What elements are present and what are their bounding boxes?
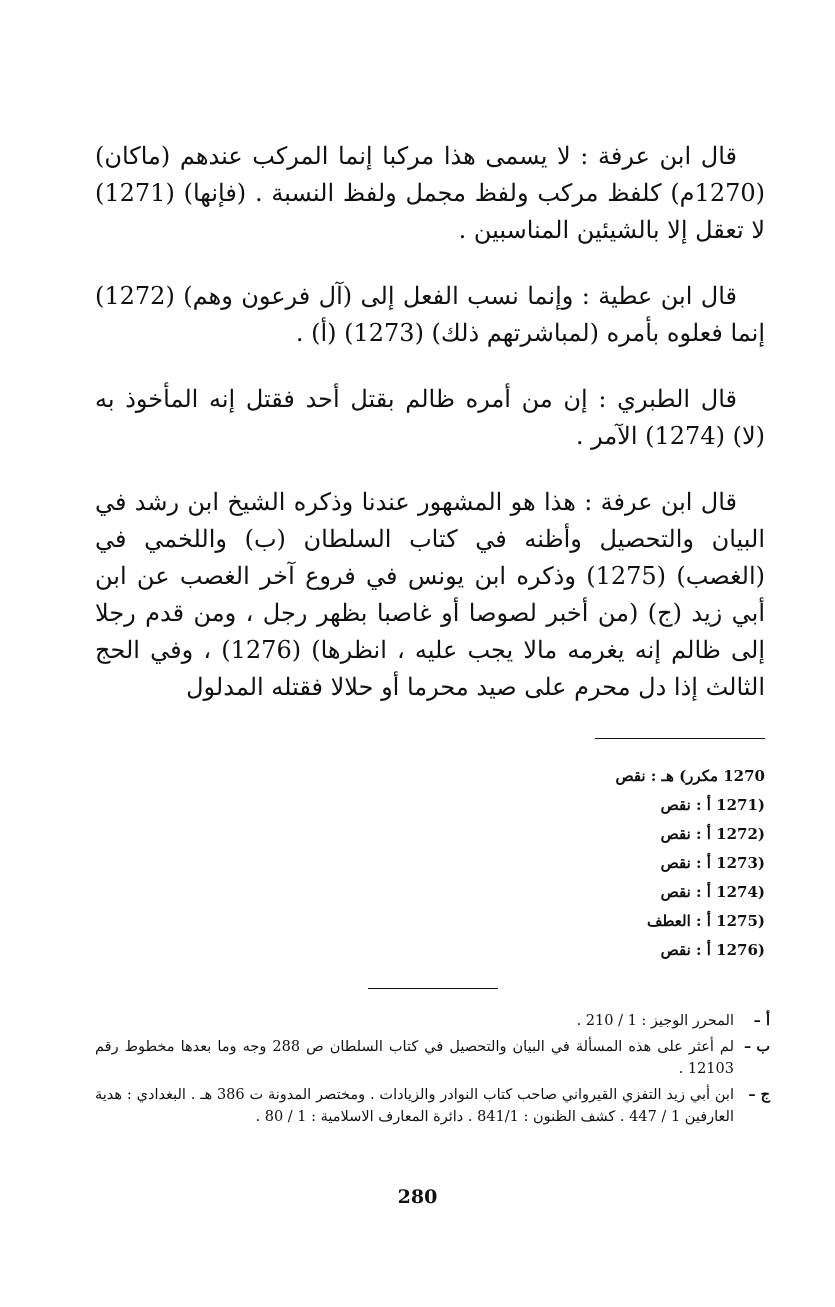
footnote-label: ب – (744, 1038, 770, 1055)
footnote-text: ابن أبي زيد التفزي القيرواني صاحب كتاب النوادر والزيادات . ومختصر المدونة ت 386 هـ . البغدادي : هدية العارفين 1 / 447 . كشف الظنون : 841/1 . دائرة المعارف الاسلامية : 1 / 80 . (95, 1087, 734, 1125)
variant-line: (1275 أ : العطف (646, 912, 765, 930)
footnotes (95, 1010, 770, 1132)
footnote-text: المحرر الوجيز : 1 / 210 . (576, 1013, 734, 1029)
page-number: 280 (397, 1186, 438, 1208)
footnote (95, 1036, 770, 1080)
variant-line: 1270 مكرر) هـ : نقص (615, 767, 765, 785)
footnote-label: أ – (753, 1012, 770, 1029)
variant-line: (1276 أ : نقص (660, 941, 765, 959)
variants-divider (595, 738, 765, 739)
paragraph-1: قال ابن عرفة : لا يسمى هذا مركبا إنما المركب عندهم (ماكان) (1270م) كلفظ مركب ولفظ مجمل ولفظ النسبة . (فإنها) (1271) لا تعقل إلا بالشيئين المناسبين . (95, 142, 765, 244)
footnotes-divider (368, 988, 498, 989)
variant-line: (1273 أ : نقص (660, 854, 765, 872)
paragraph-3: قال الطبري : إن من أمره ظالم بقتل أحد فقتل إنه المأخوذ به (لا) (1274) الآمر . (95, 385, 765, 450)
variant-line: (1274 أ : نقص (660, 883, 765, 901)
footnote-text: لم أعثر على هذه المسألة في البيان والتحصيل في كتاب السلطان ص 288 وجه وما بعدها مخطوط رقم 12103 . (95, 1039, 734, 1077)
main-text (95, 138, 765, 735)
footnote-label: ج – (748, 1086, 770, 1103)
variant-readings (560, 762, 765, 965)
paragraph-2: قال ابن عطية : وإنما نسب الفعل إلى (آل فرعون وهم) (1272) إنما فعلوه بأمره (لمباشرتهم ذلك) (1273) (أ) . (95, 282, 765, 347)
footnote (95, 1010, 770, 1032)
variant-line: (1271 أ : نقص (660, 796, 765, 814)
footnote (95, 1084, 770, 1128)
variant-line: (1272 أ : نقص (660, 825, 765, 843)
paragraph-4: قال ابن عرفة : هذا هو المشهور عندنا وذكره الشيخ ابن رشد في البيان والتحصيل وأظنه في كتاب السلطان (ب) واللخمي في (الغصب) (1275) وذكره ابن يونس في فروع آخر الغصب عن ابن أبي زيد (ج) (من أخبر لصوصا أو غاصبا بظهر رجل ، ومن قدم رجلا إلى ظالم إنه يغرمه مالا يجب عليه ، انظرها) (1276) ، وفي الحج الثالث إذا دل محرم على صيد محرما أو حلالا فقتله المدلول (95, 488, 766, 701)
